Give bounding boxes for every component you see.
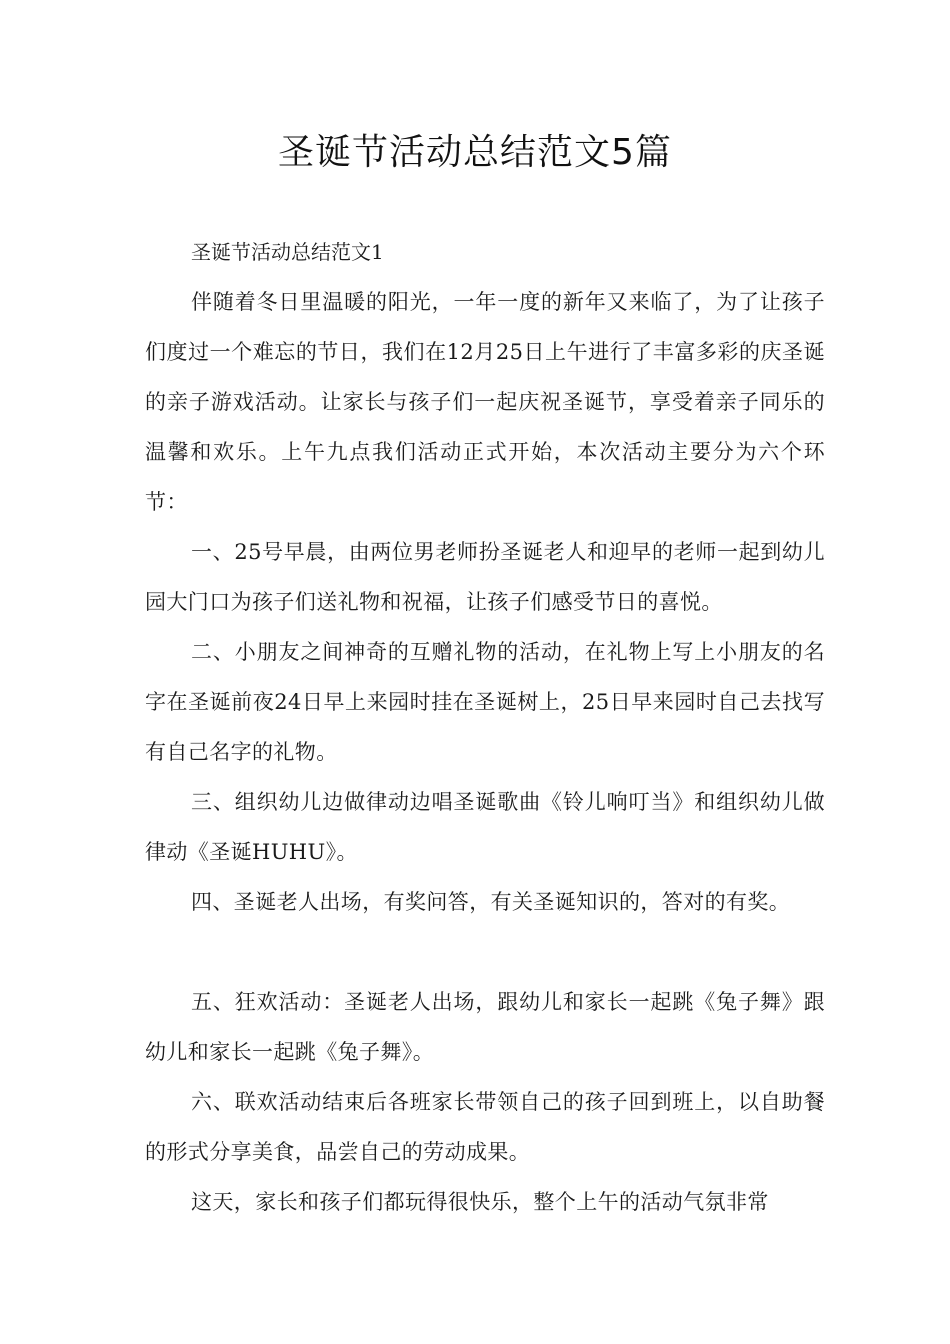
paragraph-intro: 伴随着冬日里温暖的阳光，一年一度的新年又来临了，为了让孩子们度过一个难忘的节日，我们在12月25日上午进行了丰富多彩的庆圣诞的亲子游戏活动。让家长与孩子们一起庆祝圣诞节，享受着亲子同乐的温馨和欢乐。上午九点我们活动正式开始，本次活动主要分为六个环节：	[145, 290, 825, 514]
paragraph-item-3: 三、组织幼儿边做律动边唱圣诞歌曲《铃儿响叮当》和组织幼儿做律动《圣诞HUHU》。	[145, 790, 825, 864]
paragraph-item-2: 二、小朋友之间神奇的互赠礼物的活动，在礼物上写上小朋友的名字在圣诞前夜24日早上来园时挂在圣诞树上，25日早来园时自己去找写有自己名字的礼物。	[145, 640, 825, 764]
paragraph-closing: 这天，家长和孩子们都玩得很快乐，整个上午的活动气氛非常	[191, 1190, 769, 1214]
paragraph-item-1: 一、25号早晨，由两位男老师扮圣诞老人和迎早的老师一起到幼儿园大门口为孩子们送礼物和祝福，让孩子们感受节日的喜悦。	[145, 540, 825, 614]
document-title: 圣诞节活动总结范文5篇	[278, 132, 672, 173]
paragraph-item-6: 六、联欢活动结束后各班家长带领自己的孩子回到班上，以自助餐的形式分享美食，品尝自己的劳动成果。	[145, 1090, 825, 1164]
section-heading: 圣诞节活动总结范文1	[191, 240, 384, 264]
paragraph-item-4: 四、圣诞老人出场，有奖问答，有关圣诞知识的，答对的有奖。	[191, 890, 791, 914]
paragraph-item-5: 五、狂欢活动：圣诞老人出场，跟幼儿和家长一起跳《兔子舞》跟幼儿和家长一起跳《兔子舞》。	[145, 990, 825, 1064]
